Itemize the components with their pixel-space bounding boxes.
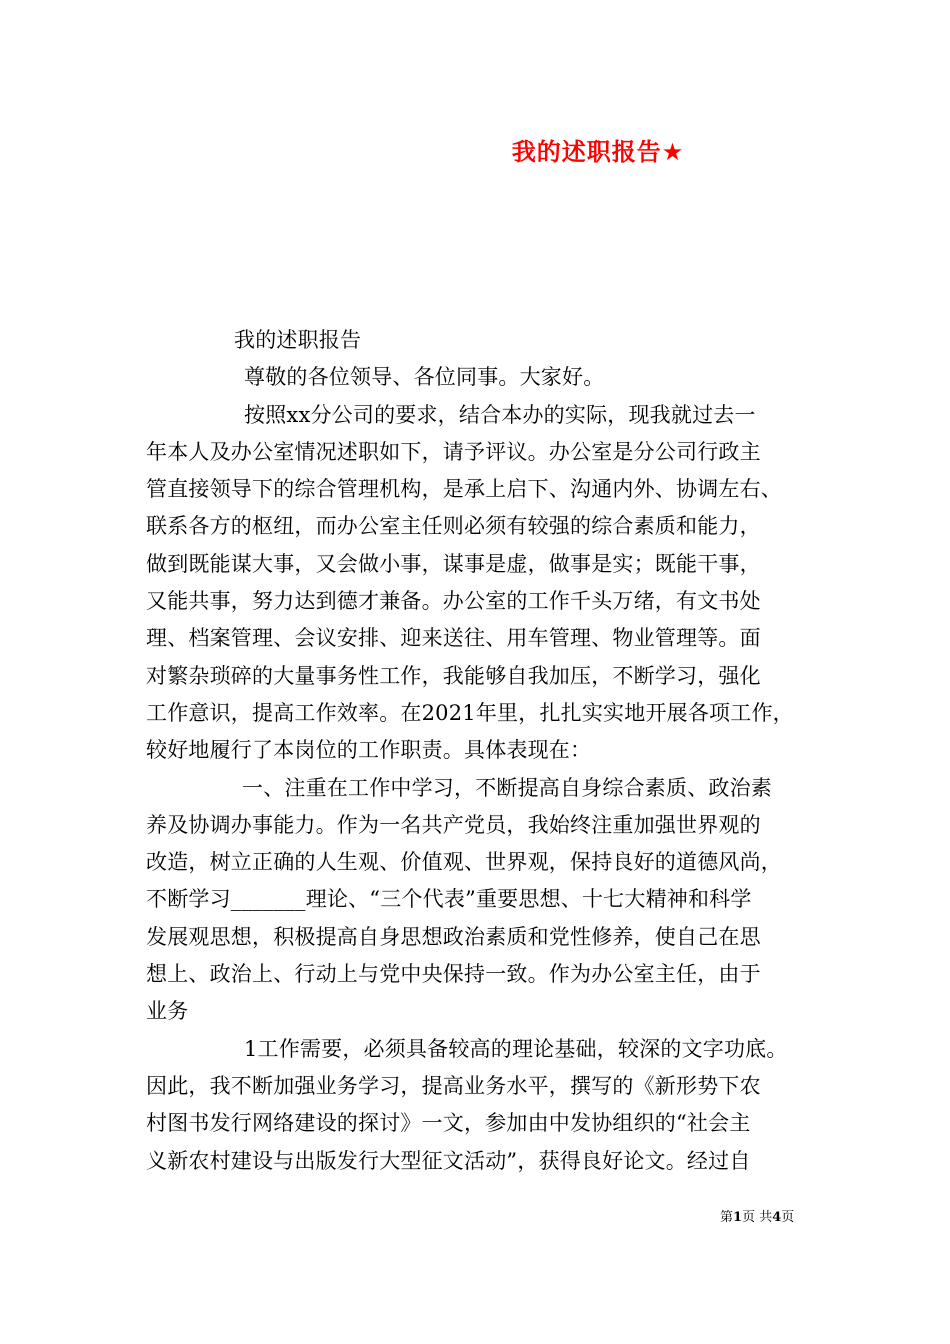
body-line: 养及协调办事能力。作为一名共产党员，我始终注重加强世界观的 [146,812,761,837]
body-line: 联系各方的枢纽，而办公室主任则必须有较强的综合素质和能力， [146,514,761,539]
footer-middle: 页 共 [742,1210,773,1225]
body-line: 想上、政治上、行动上与党中央保持一致。作为办公室主任，由于 [146,962,761,987]
body-line: 做到既能谋大事，又会做小事，谋事是虚，做事是实；既能干事， [146,551,761,576]
body-line: 业务 [146,999,189,1024]
body-line: 理、档案管理、会议安排、迎来送往、用车管理、物业管理等。面 [146,626,761,651]
body-line: 因此，我不断加强业务学习，提高业务水平，撰写的《新形势下农 [146,1073,761,1098]
page-footer [720,1206,794,1225]
body-line: 工作意识，提高工作效率。在2021年里，扎扎实实地开展各项工作， [146,700,794,725]
body-line: 村图书发行网络建设的探讨》一文，参加由中发协组织的“社会主 [146,1111,751,1136]
footer-prefix: 第 [720,1210,734,1225]
title-text: 我的述职报告 [511,138,662,166]
body-line: 又能共事，努力达到德才兼备。办公室的工作千头万绪，有文书处 [146,589,761,614]
footer-suffix: 页 [781,1210,795,1225]
body-line: 我的述职报告 [234,328,362,352]
footer-page-number: 1 [733,1210,743,1225]
body-line: 对繁杂琐碎的大量事务性工作，我能够自我加压，不断学习，强化 [146,663,761,688]
body-line: 发展观思想，积极提高自身思想政治素质和党性修养，使自己在思 [146,924,761,949]
body-line: 改造，树立正确的人生观、价值观、世界观，保持良好的道德风尚， [146,850,782,875]
document-title [0,132,950,167]
body-line: 管直接领导下的综合管理机构，是承上启下、沟通内外、协调左右、 [146,477,782,502]
body-line: 1工作需要，必须具备较高的理论基础，较深的文字功底。 [244,1036,788,1061]
body-line: 尊敬的各位领导、各位同事。大家好。 [244,365,605,390]
body-line: 年本人及办公室情况述职如下，请予评议。办公室是分公司行政主 [146,439,761,464]
star-icon: ★ [661,138,685,166]
body-line: 义新农村建设与出版发行大型征文活动”，获得良好论文。经过自 [146,1148,751,1173]
body-line: 较好地履行了本岗位的工作职责。具体表现在： [146,738,592,763]
document-body [146,322,818,1180]
body-line: 不断学习_______理论、“三个代表”重要思想、十七大精神和科学 [146,887,752,912]
body-line: 一、注重在工作中学习，不断提高自身综合素质、政治素 [242,775,772,800]
footer-total-pages: 4 [772,1210,782,1225]
body-line: 按照xx分公司的要求，结合本办的实际，现我就过去一 [244,402,756,427]
